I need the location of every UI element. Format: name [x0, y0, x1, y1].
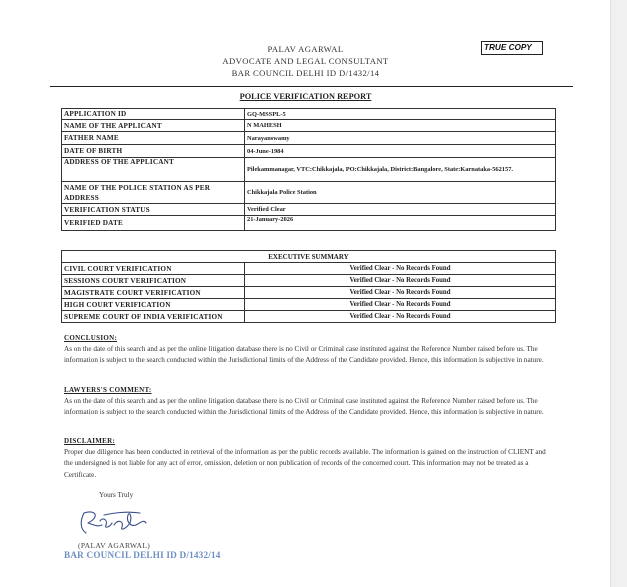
table-row	[62, 251, 556, 263]
row-value: 04-June-1984	[245, 145, 556, 158]
lawyer-comment-text: As on the date of this search and as per the online litigation database there is no Civil or Criminal case instituted against the Reference Number raised before us. The information is subject to the search conducted within the Jurisdictional limits of the Address of the Candidate provided. Hence, this information is subjective in nature.	[64, 397, 544, 417]
table-row	[62, 287, 556, 299]
row-value: Pilekammanagar, VTC:Chikkajala, PO:Chikkajala, District:Bangalore, State:Karnataka-562157.	[245, 158, 556, 182]
vertical-scrollbar[interactable]	[610, 0, 627, 587]
row-label: NAME OF THE APPLICANT	[62, 120, 245, 132]
table-row	[62, 145, 556, 158]
row-label: MAGISTRATE COURT VERIFICATION	[62, 287, 245, 299]
bar-council-footer: BAR COUNCIL DELHI ID D/1432/14	[64, 550, 221, 560]
header-divider	[50, 86, 573, 87]
row-label: SESSIONS COURT VERIFICATION	[62, 275, 245, 287]
signer-name: (PALAV AGARWAL)	[78, 541, 151, 550]
row-value: Verified Clear - No Records Found	[245, 299, 556, 311]
row-value: GQ-MSSPL-5	[245, 109, 556, 120]
row-label: DATE OF BIRTH	[62, 145, 245, 158]
table-row	[62, 109, 556, 120]
table-row	[62, 299, 556, 311]
row-label: VERIFIED DATE	[62, 216, 245, 231]
executive-summary-table	[61, 250, 556, 323]
table-row	[62, 120, 556, 132]
report-title: POLICE VERIFICATION REPORT	[239, 92, 372, 101]
conclusion-section	[64, 333, 554, 367]
row-label: VERIFICATION STATUS	[62, 204, 245, 216]
row-value: Verified Clear - No Records Found	[245, 311, 556, 323]
lawyer-comment-section	[64, 385, 554, 419]
advocate-designation: ADVOCATE AND LEGAL CONSULTANT	[222, 56, 389, 66]
disclaimer-heading: DISCLAIMER:	[64, 437, 116, 445]
table-row	[62, 132, 556, 145]
conclusion-text: As on the date of this search and as per the online litigation database there is no Civil or Criminal case instituted against the Reference Number raised before us. The information is subject to the search conducted within the Jurisdictional limits of the Address of the Candidate provided. Hence, this information is subjective in nature.	[64, 345, 544, 365]
row-value: Verified Clear	[245, 204, 556, 216]
row-label: SUPREME COURT OF INDIA VERIFICATION	[62, 311, 245, 323]
disclaimer-section	[64, 436, 554, 481]
disclaimer-text: Proper due diligence has been conducted in retrieval of the information as per the public records available. The information is gained on the instruction of CLIENT and the undersigned is not liable for any act of error, omission, deletion or non publication of records of the concerned court. This information may not be treated as a Certificate.	[64, 448, 546, 479]
closing-salutation: Yours Truly	[99, 491, 134, 499]
advocate-name: PALAV AGARWAL	[267, 44, 344, 54]
row-value: Verified Clear - No Records Found	[245, 263, 556, 275]
lawyer-comment-heading: LAWYERS'S COMMENT:	[64, 386, 152, 394]
table-row	[62, 158, 556, 182]
row-value: Verified Clear - No Records Found	[245, 287, 556, 299]
conclusion-heading: CONCLUSION:	[64, 334, 118, 342]
table-row	[62, 216, 556, 231]
row-label: HIGH COURT VERIFICATION	[62, 299, 245, 311]
summary-title: EXECUTIVE SUMMARY	[62, 251, 556, 263]
row-value: Chikkajala Police Station	[245, 182, 556, 204]
row-label: ADDRESS OF THE APPLICANT	[62, 158, 245, 182]
row-value: N MAHESH	[245, 120, 556, 132]
table-row	[62, 182, 556, 204]
row-label: FATHER NAME	[62, 132, 245, 145]
bar-council-id: BAR COUNCIL DELHI ID D/1432/14	[231, 68, 380, 78]
row-value: Narayanswamy	[245, 132, 556, 145]
row-label: APPLICATION ID	[62, 109, 245, 120]
table-row	[62, 204, 556, 216]
row-value: Verified Clear - No Records Found	[245, 275, 556, 287]
row-label: CIVIL COURT VERIFICATION	[62, 263, 245, 275]
true-copy-stamp: TRUE COPY	[481, 41, 543, 55]
row-label: NAME OF THE POLICE STATION AS PER ADDRESS	[62, 182, 245, 204]
table-row	[62, 275, 556, 287]
table-row	[62, 311, 556, 323]
applicant-details-table	[61, 108, 556, 231]
table-row	[62, 263, 556, 275]
signature-image	[74, 505, 154, 539]
row-value: 21-January-2026	[245, 216, 556, 231]
